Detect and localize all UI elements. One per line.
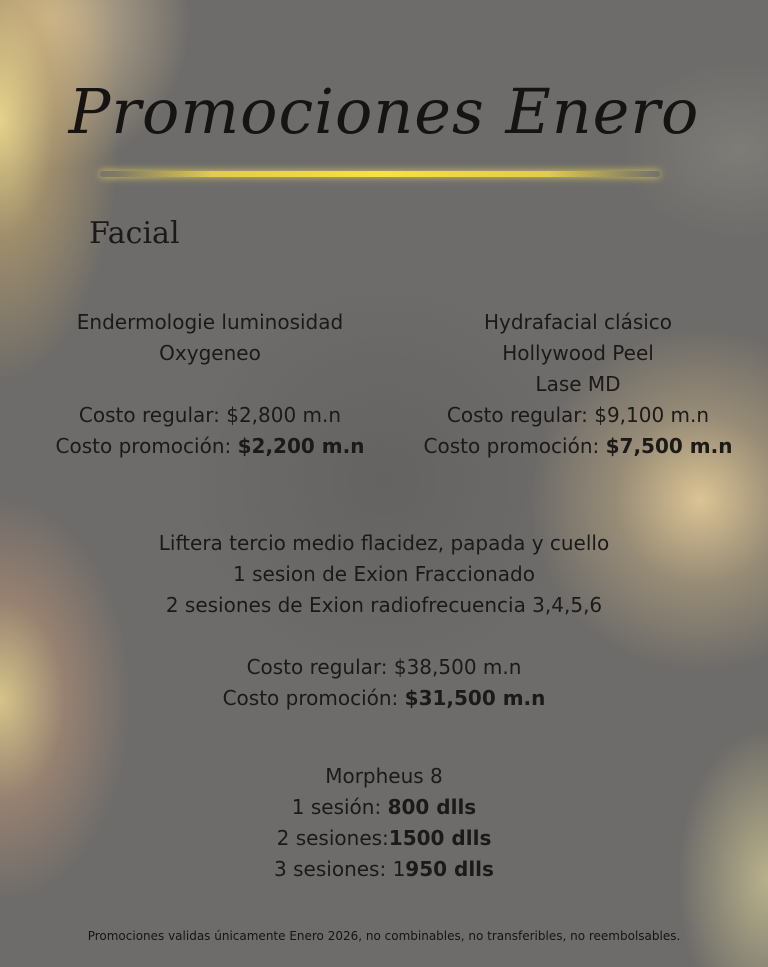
spacer	[40, 369, 380, 400]
promo-price	[408, 431, 748, 462]
promo-block-hydrafacial	[408, 307, 748, 462]
session-value: 800 dlls	[387, 795, 477, 819]
session-price	[84, 854, 684, 885]
promo-price-value: $2,200 m.n	[237, 434, 365, 458]
promo-price	[40, 431, 380, 462]
spacer	[84, 621, 684, 652]
treatment-name: 2 sesiones de Exion radiofrecuencia 3,4,5,6	[165, 593, 603, 617]
session-price	[84, 792, 684, 823]
promo-price-value: $31,500 m.n	[404, 686, 546, 710]
promo-price	[84, 683, 684, 714]
session-label: 2 sesiones:	[276, 826, 389, 850]
section-heading: Facial	[89, 216, 180, 251]
promo-block-liftera	[84, 528, 684, 714]
terms-footer: Promociones validas únicamente Enero 2026, no combinables, no transferibles, no reembolsables.	[87, 929, 681, 943]
treatment-name: Morpheus 8	[325, 764, 443, 788]
treatment-name: Liftera tercio medio flacidez, papada y cuello	[158, 531, 610, 555]
gold-divider	[100, 171, 660, 177]
promo-price-label: Costo promoción:	[222, 686, 405, 710]
session-price	[84, 823, 684, 854]
treatment-name: Lase MD	[535, 372, 621, 396]
regular-price: Costo regular: $9,100 m.n	[446, 403, 710, 427]
session-label: 1 sesión:	[291, 795, 388, 819]
promo-price-label: Costo promoción:	[423, 434, 606, 458]
promo-block-endermologie	[40, 307, 380, 462]
promo-price-value: $7,500 m.n	[605, 434, 733, 458]
session-label: 3 sesiones: 1	[274, 857, 406, 881]
session-value: 950 dlls	[405, 857, 494, 881]
treatment-name: 1 sesion de Exion Fraccionado	[233, 562, 535, 586]
promo-price-label: Costo promoción:	[55, 434, 238, 458]
treatment-name: Hollywood Peel	[502, 341, 654, 365]
page-title: Promociones Enero	[68, 75, 700, 148]
promo-block-morpheus	[84, 761, 684, 885]
regular-price: Costo regular: $2,800 m.n	[78, 403, 342, 427]
treatment-name: Hydrafacial clásico	[483, 310, 673, 334]
treatment-name: Oxygeneo	[159, 341, 261, 365]
treatment-name: Endermologie luminosidad	[76, 310, 344, 334]
session-value: 1500 dlls	[388, 826, 492, 850]
regular-price: Costo regular: $38,500 m.n	[246, 655, 522, 679]
